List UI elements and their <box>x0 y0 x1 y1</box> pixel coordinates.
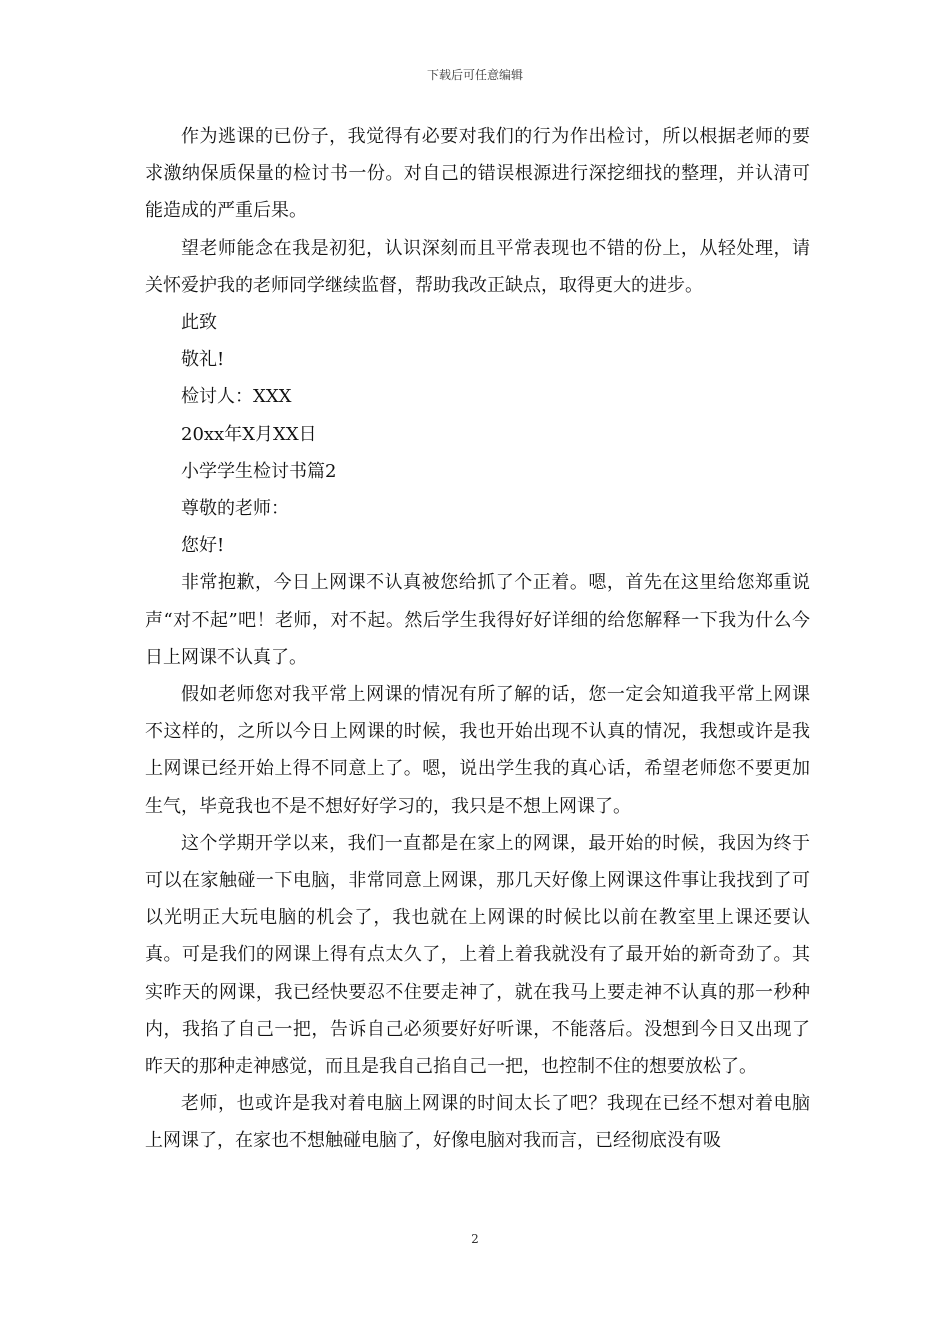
paragraph: 望老师能念在我是初犯，认识深刻而且平常表现也不错的份上，从轻处理，请关怀爱护我的老师同学继续监督，帮助我改正缺点，取得更大的进步。 <box>145 237 810 296</box>
closing-salutation: 此致 <box>181 312 217 334</box>
section-title: 小学学生检讨书篇2 <box>181 460 337 482</box>
closing-regards: 敬礼! <box>181 349 225 371</box>
greeting: 尊敬的老师： <box>181 498 289 520</box>
page-number: 2 <box>471 1232 479 1246</box>
date: 20xx年X月XX日 <box>181 423 317 445</box>
paragraph: 作为逃课的已份子，我觉得有必要对我们的行为作出检讨，所以根据老师的要求激纳保质保量的检讨书一份。对自己的错误根源进行深挖细找的整理，并认清可能造成的严重后果。 <box>145 126 810 222</box>
paragraph: 假如老师您对我平常上网课的情况有所了解的话，您一定会知道我平常上网课不这样的，之所以今日上网课的时候，我也开始出现不认真的情况，我想或许是我上网课已经开始上得不同意上了。嗯，说出学生我的真心话，希望老师您不要更加生气，毕竟我也不是不想好好学习的，我只是不想上网课了。 <box>145 684 810 817</box>
paragraph: 老师，也或许是我对着电脑上网课的时间太长了吧？我现在已经不想对着电脑上网课了，在家也不想触碰电脑了，好像电脑对我而言，已经彻底没有吸 <box>145 1093 810 1152</box>
greeting-hello: 您好! <box>181 535 225 557</box>
paragraph: 这个学期开学以来，我们一直都是在家上的网课，最开始的时候，我因为终于可以在家触碰一下电脑，非常同意上网课，那几天好像上网课这件事让我找到了可以光明正大玩电脑的机会了，我也就在上网课的时候比以前在教室里上课还要认真。可是我们的网课上得有点太久了，上着上着我就没有了最开始的新奇劲了。其实昨天的网课，我已经快要忍不住要走神了，就在我马上要走神不认真的那一秒种内，我掐了自己一把，告诉自己必须要好好听课，不能落后。没想到今日又出现了昨天的那种走神感觉，而且是我自己掐自己一把，也控制不住的想要放松了。 <box>145 832 810 1078</box>
paragraph: 非常抱歉，今日上网课不认真被您给抓了个正着。嗯，首先在这里给您郑重说声“对不起”吧！老师，对不起。然后学生我得好好详细的给您解释一下我为什么今日上网课不认真了。 <box>145 572 810 668</box>
document-body <box>145 118 810 1160</box>
page-header: 下载后可任意编辑 <box>426 68 523 82</box>
signer: 检讨人：XXX <box>181 386 292 408</box>
